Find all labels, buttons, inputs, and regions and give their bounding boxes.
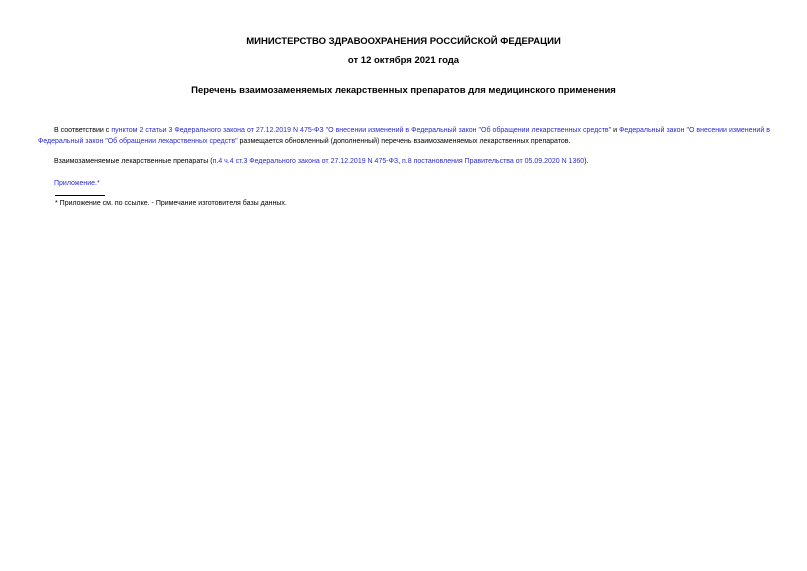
footnote-divider [55, 195, 105, 196]
paragraph-interchangeable-drugs [38, 156, 770, 167]
paragraph-text: Взаимозаменяемые лекарственные препараты ( [54, 158, 213, 165]
paragraph-text: , [398, 158, 403, 165]
paragraph-text: ). [584, 158, 589, 165]
law-clause-link[interactable]: п.4 ч.4 ст.3 Федерального закона от 27.12.2019 N 475-ФЗ [212, 158, 399, 165]
paragraph-text: В соответствии с [54, 127, 112, 134]
paragraph-legal-basis [38, 125, 770, 147]
attachment-link[interactable] [54, 180, 100, 187]
government-decree-link[interactable]: п.8 постановления Правительства от 05.09.2020 N 1360 [402, 158, 585, 165]
law-article-link[interactable]: пунктом 2 статьи 3 Федерального закона от 27.12.2019 N 475-ФЗ "О внесении изменений в Федеральный закон "Об обращении лекарственных средств" [111, 127, 612, 134]
document-title: Перечень взаимозаменяемых лекарственных препаратов для медицинского применения [191, 85, 616, 96]
footnote: * Приложение см. по ссылке. - Примечание изготовителя базы данных. [55, 200, 287, 207]
federal-law-link[interactable]: Федеральный закон "О внесении изменений в Федеральный закон "Об обращении лекарственных средств" [38, 127, 770, 145]
ministry-heading: МИНИСТЕРСТВО ЗДРАВООХРАНЕНИЯ РОССИЙСКОЙ ФЕДЕРАЦИИ [246, 36, 561, 47]
paragraph-text: и [611, 127, 620, 134]
document-date: от 12 октября 2021 года [347, 55, 460, 66]
attachment-paragraph [38, 178, 770, 189]
attachment-label: Приложение. [54, 180, 98, 187]
footnote-marker: * [97, 180, 100, 187]
paragraph-text: размещается обновленный (дополненный) перечень взаимозаменяемых лекарственных препаратов. [237, 138, 571, 145]
